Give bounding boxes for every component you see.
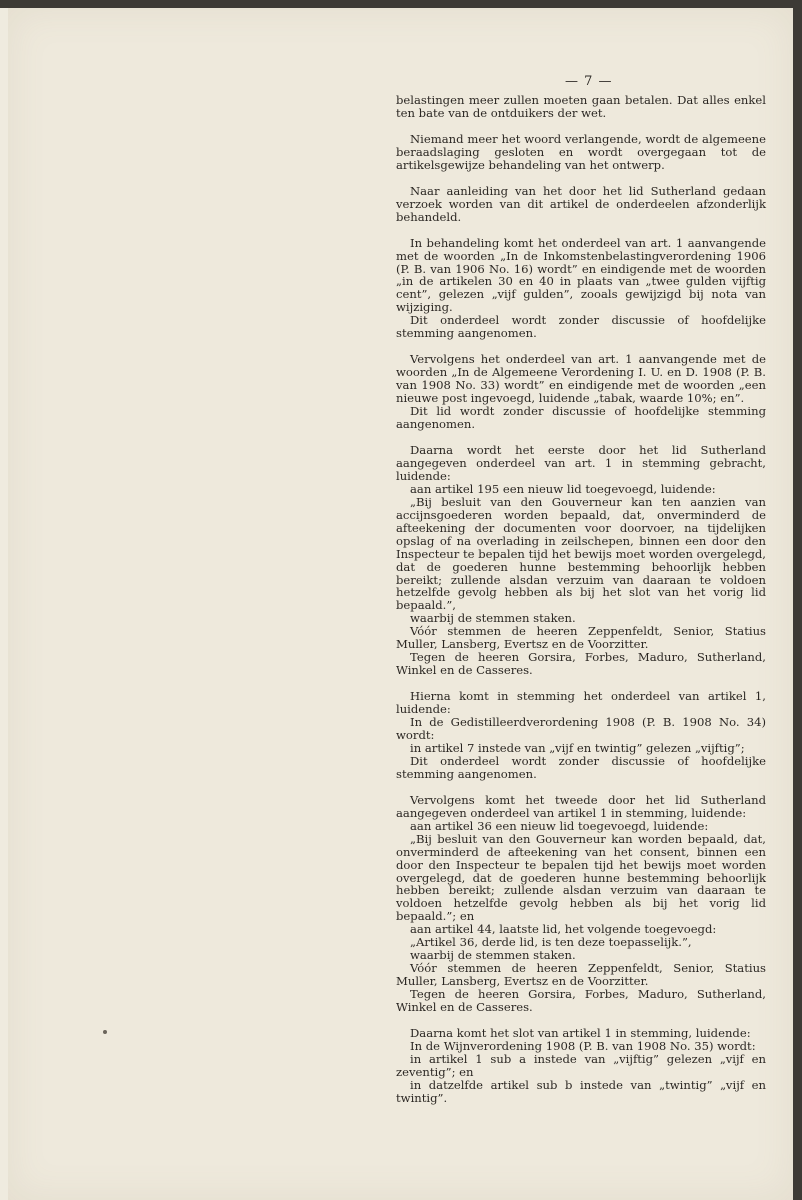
paragraph: Niemand meer het woord verlangende, wordt de algemeene beraadslaging gesloten en wordt overgegaan tot de artikelsgewijze behandeling van het ontwerp. — [396, 131, 766, 172]
page-number: — 7 — — [565, 74, 613, 89]
paragraph: belastingen meer zullen moeten gaan betalen. Dat alles enkel ten bate van de ontduikers der wet. — [396, 93, 766, 120]
paragraph: in artikel 7 instede van „vijf en twintig” gelezen „vijftig”; — [410, 740, 745, 755]
paragraph: Dit onderdeel wordt zonder discussie of hoofdelijke stemming aangenomen. — [396, 753, 766, 781]
paragraph: in datzelfde artikel sub b instede van „twintig” „vijf en twintig”. — [396, 1077, 766, 1105]
paragraph: „Bij besluit van den Gouverneur kan worden bepaald, dat, onverminderd de afteekening van het consent, binnen een door den Inspecteur te bepalen tijd het bewijs moet worden overgelegd, dat de goederen hunne bestemming behoorlijk hebben bereikt; zullende alsdan verzuim van daaraan te voldoen hetzelfde gevolg hebben als bij het vorig lid bepaald.”; en — [396, 831, 766, 924]
paragraph: In de Wijnverordening 1908 (P. B. van 1908 No. 35) wordt: — [410, 1038, 756, 1053]
paragraph: Vervolgens komt het tweede door het lid Sutherland aangegeven onderdeel van artikel 1 in stemming, luidende: — [396, 792, 766, 820]
scan-frame-right — [793, 0, 802, 1200]
text-column — [396, 94, 766, 1105]
paragraph: aan artikel 44, laatste lid, het volgende toegevoegd: — [410, 922, 717, 937]
paragraph: waarbij de stemmen staken. — [410, 948, 576, 963]
paragraph: Dit lid wordt zonder discussie of hoofdelijke stemming aangenomen. — [396, 404, 766, 432]
paragraph: In behandeling komt het onderdeel van art. 1 aanvangende met de woorden „In de Inkomstenbelastingverordening 1906 (P. B. van 1906 No. 16) wordt” en eindigende met de woorden „in de artikelen 30 en 40 in plaats van „twee gulden vijftig cent”, gelezen „vijf gulden”, zooals gewijzigd bij nota van wijziging. — [396, 235, 766, 315]
scan-frame-top — [0, 0, 802, 8]
paragraph: „Bij besluit van den Gouverneur kan ten aanzien van accijnsgoederen worden bepaald, dat, onverminderd de afteekening der documenten voor doorvoer, na tijdelijken opslag of na overlading in zeilschepen, binnen een door den Inspecteur te bepalen tijd het bewijs moet worden overgelegd, dat de goederen hunne bestemming behoorlijk hebben bereikt; zullende alsdan verzuim van daaraan te voldoen hetzelfde gevolg hebben als bij het slot van het vorig lid bepaald.”, — [396, 494, 766, 613]
paragraph: Dit onderdeel wordt zonder discussie of hoofdelijke stemming aangenomen. — [396, 313, 766, 341]
paragraph: Hierna komt in stemming het onderdeel van artikel 1, luidende: — [396, 689, 766, 717]
paragraph: In de Gedistilleerdverordening 1908 (P. B. 1908 No. 34) wordt: — [396, 715, 766, 742]
paragraph: Tegen de heeren Gorsira, Forbes, Maduro, Sutherland, Winkel en de Casseres. — [396, 650, 766, 678]
paper-speck — [103, 1030, 107, 1034]
paragraph: Naar aanleiding van het door het lid Sutherland gedaan verzoek worden van dit artikel de onderdeelen afzonderlijk behandeld. — [396, 183, 766, 224]
paragraph: Vervolgens het onderdeel van art. 1 aanvangende met de woorden „In de Algemeene Verordening I. U. en D. 1908 (P. B. van 1908 No. 33) wordt” en eindigende met de woorden „een nieuwe post ingevoegd, luidende „tabak, waarde 10%; en”. — [396, 352, 766, 406]
paragraph: Vóór stemmen de heeren Zeppenfeldt, Senior, Statius Muller, Lansberg, Evertsz en de Voorzitter. — [396, 624, 766, 652]
paragraph: Daarna wordt het eerste door het lid Sutherland aangegeven onderdeel van art. 1 in stemming gebracht, luidende: — [396, 442, 766, 483]
paragraph: Daarna komt het slot van artikel 1 in stemming, luidende: — [410, 1026, 751, 1040]
paragraph: aan artikel 195 een nieuw lid toegevoegd, luidende: — [410, 481, 716, 496]
paragraph: in artikel 1 sub a instede van „vijftig” gelezen „vijf en zeventig”; en — [396, 1051, 766, 1079]
paragraph: Tegen de heeren Gorsira, Forbes, Maduro, Sutherland, Winkel en de Casseres. — [396, 987, 766, 1015]
paragraph: waarbij de stemmen staken. — [410, 611, 576, 626]
paragraph: aan artikel 36 een nieuw lid toegevoegd, luidende: — [410, 818, 709, 833]
paragraph: Vóór stemmen de heeren Zeppenfeldt, Senior, Statius Muller, Lansberg, Evertsz en de Voorzitter. — [396, 961, 766, 989]
paragraph: „Artikel 36, derde lid, is ten deze toepasselijk.”, — [410, 935, 692, 950]
